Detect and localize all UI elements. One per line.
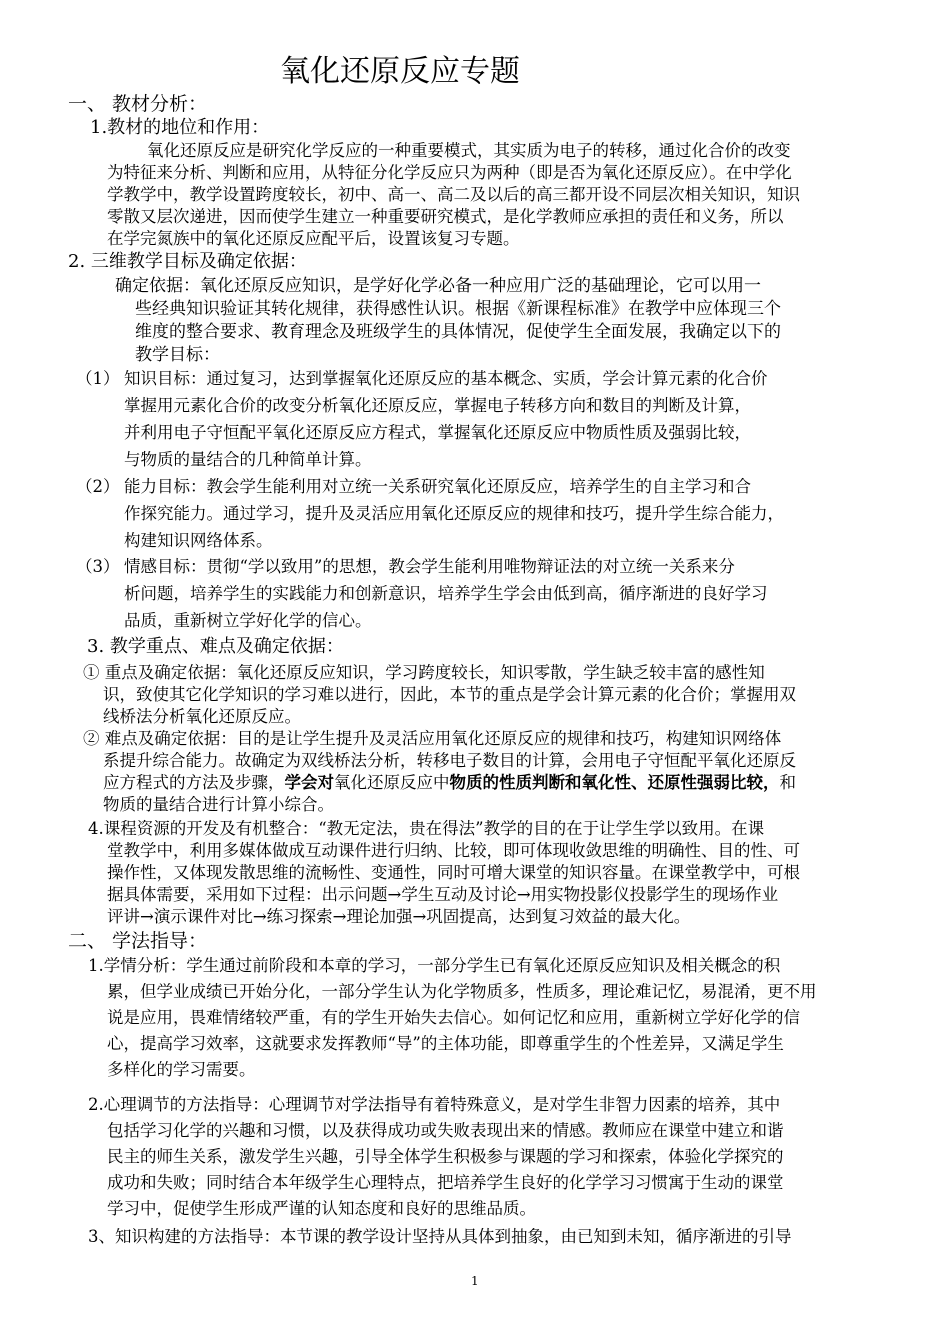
paragraph-line: 为特征来分析、判断和应用，从特征分化学反应只为两种（即是否为氧化还原反应）。在中学化 — [107, 163, 792, 182]
paragraph-line: 操作性，又体现发散思维的流畅性、变通性，同时可增大课堂的知识容量。在课堂教学中，可根 — [107, 863, 800, 882]
goal-line: 情感目标：贯彻“学以致用”的思想，教会学生能利用唯物辩证法的对立统一关系来分 — [124, 557, 735, 576]
paragraph-line: 4.课程资源的开发及有机整合：“教无定法，贵在得法”教学的目的在于让学生学以致用。在课 — [88, 819, 765, 838]
text-run: 氧化还原反应中 — [334, 773, 450, 792]
paragraph-line: 些经典知识验证其转化规律，获得感性认识。根据《新课程标准》在教学中应体现三个 — [135, 299, 781, 319]
goal-line: 并利用电子守恒配平氧化还原反应方程式，掌握氧化还原反应中物质性质及强弱比较， — [124, 423, 751, 442]
paragraph-line: 民主的师生关系，激发学生兴趣，引导全体学生积极参与课题的学习和探索，体验化学探究的 — [107, 1147, 784, 1166]
paragraph-line: 包括学习化学的兴趣和习惯，以及获得成功或失败表现出来的情感。教师应在课堂中建立和谐 — [107, 1121, 784, 1140]
paragraph-line: 维度的整合要求、教育理念及班级学生的具体情况，促使学生全面发展，我确定以下的 — [135, 322, 781, 342]
goal-line: 掌握用元素化合价的改变分析氧化还原反应，掌握电子转移方向和数目的判断及计算， — [124, 396, 751, 415]
subheading-teaching-goals: 2. 三维教学目标及确定依据： — [68, 251, 307, 272]
paragraph-line: 心，提高学习效率，这就要求发挥教师“导”的主体功能，即尊重学生的个性差异，又满足学生 — [107, 1034, 784, 1053]
goal-line: 作探究能力。通过学习，提升及灵活应用氧化还原反应的规律和技巧，提升学生综合能力， — [124, 504, 784, 523]
paragraph-line: 物质的量结合进行计算小综合。 — [103, 795, 334, 814]
paragraph-line: 在学完氮族中的氧化还原反应配平后，设置该复习专题。 — [107, 229, 520, 248]
paragraph-line: 累，但学业成绩已开始分化，一部分学生认为化学物质多，性质多，理论难记忆，易混淆，更不用 — [107, 982, 817, 1001]
goal-line: 能力目标：教会学生能利用对立统一关系研究氧化还原反应，培养学生的自主学习和合 — [124, 477, 751, 496]
paragraph-line: 1.学情分析：学生通过前阶段和本章的学习，一部分学生已有氧化还原反应知识及相关概念的积 — [88, 956, 781, 975]
paragraph-line: 堂教学中，利用多媒体做成互动课件进行归纳、比较，即可体现收敛思维的明确性、目的性、可 — [107, 841, 800, 860]
paragraph-line: 氧化还原反应是研究化学反应的一种重要模式，其实质为电子的转移，通过化合价的改变 — [147, 141, 791, 160]
paragraph-line: 学习中，促使学生形成严谨的认知态度和良好的思维品质。 — [107, 1199, 536, 1218]
paragraph-line: 据具体需要，采用如下过程：出示问题→学生互动及讨论→用实物投影仪投影学生的现场作业 — [107, 885, 779, 904]
paragraph-line: 评讲→演示课件对比→练习探索→理论加强→巩固提高，达到复习效益的最大化。 — [107, 907, 691, 926]
text-run: 和 — [779, 773, 796, 792]
paragraph-line: 学教学中，教学设置跨度较长，初中、高一、高二及以后的高三都开设不同层次相关知识，知识 — [107, 185, 800, 204]
paragraph-line: 零散又层次递进，因而使学生建立一种重要研究模式，是化学教师应承担的责任和义务，所以 — [107, 207, 784, 226]
paragraph-line: 识，致使其它化学知识的学习难以进行，因此，本节的重点是学会计算元素的化合价；掌握用双 — [103, 685, 796, 704]
goal-number: （2） — [76, 477, 120, 496]
subheading-status-role: 1.教材的地位和作用： — [90, 117, 270, 138]
goal-line: 析问题，培养学生的实践能力和创新意识，培养学生学会由低到高，循序渐进的良好学习 — [124, 584, 768, 603]
paragraph-line: 教学目标： — [135, 345, 220, 365]
section-heading-textbook-analysis: 一、 教材分析： — [68, 93, 208, 115]
goal-line: 品质，重新树立学好化学的信心。 — [124, 611, 372, 630]
paragraph-line: ① 重点及确定依据：氧化还原反应知识，学习跨度较长，知识零散，学生缺乏较丰富的感性知 — [83, 663, 765, 682]
bold-text-run: 物质的性质判断和氧化性、还原性强弱比较， — [449, 773, 780, 792]
section-heading-study-guidance: 二、 学法指导： — [68, 930, 208, 952]
paragraph-line-mixed — [103, 772, 796, 794]
page-title: 氧化还原反应专题 — [280, 54, 520, 89]
goal-number: （3） — [76, 557, 120, 576]
text-run: 应方程式的方法及步骤， — [103, 773, 285, 792]
goal-line: 构建知识网络体系。 — [124, 531, 273, 550]
goal-line: 知识目标：通过复习，达到掌握氧化还原反应的基本概念、实质，学会计算元素的化合价 — [124, 369, 768, 388]
paragraph-line: 线桥法分析氧化还原反应。 — [103, 707, 301, 726]
page-number: 1 — [471, 1274, 479, 1288]
bold-text-run: 学会对 — [284, 773, 334, 792]
goal-number: （1） — [76, 369, 120, 388]
paragraph-line: 说是应用，畏难情绪较严重，有的学生开始失去信心。如何记忆和应用，重新树立学好化学的信 — [107, 1008, 800, 1027]
paragraph-line: 多样化的学习需要。 — [107, 1060, 256, 1079]
paragraph-line: 2.心理调节的方法指导：心理调节对学法指导有着特殊意义，是对学生非智力因素的培养，其中 — [88, 1095, 781, 1114]
paragraph-line: 确定依据：氧化还原反应知识，是学好化学必备一种应用广泛的基础理论，它可以用一 — [115, 276, 761, 296]
paragraph-line: 成功和失败；同时结合本年级学生心理特点，把培养学生良好的化学学习习惯寓于生动的课堂 — [107, 1173, 784, 1192]
paragraph-line: ② 难点及确定依据：目的是让学生提升及灵活应用氧化还原反应的规律和技巧，构建知识网络体 — [83, 729, 782, 748]
subheading-key-points: 3. 教学重点、难点及确定依据： — [87, 636, 344, 657]
goal-line: 与物质的量结合的几种简单计算。 — [124, 450, 372, 469]
paragraph-line: 系提升综合能力。故确定为双线桥法分析，转移电子数目的计算，会用电子守恒配平氧化还原反 — [103, 751, 796, 770]
paragraph-line: 3、知识构建的方法指导：本节课的教学设计坚持从具体到抽象，由已知到未知，循序渐进的引导 — [88, 1227, 792, 1246]
